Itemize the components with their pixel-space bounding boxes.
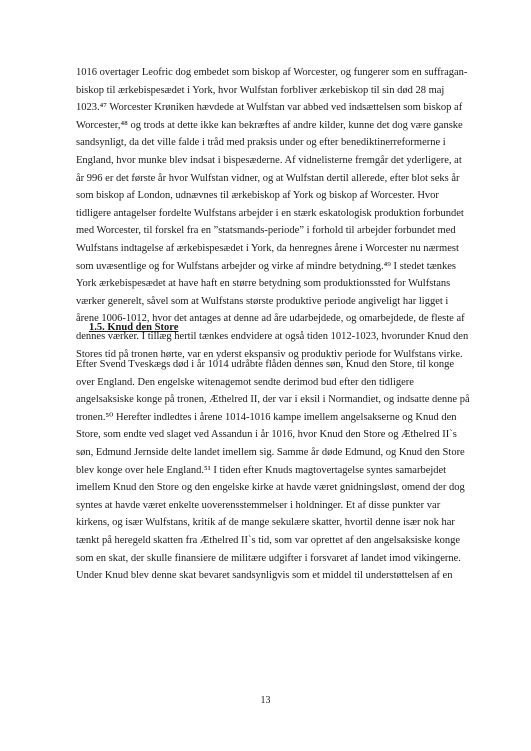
- text-line: værker generelt, såvel som at Wulfstans største produktive periode angiveligt har ligget i: [76, 295, 449, 307]
- text-line: Under Knud blev denne skat bevaret sandsynligvis som et middel til understøttelsen af en: [76, 570, 453, 582]
- text-line: kirkens, og især Wulfstans, kritik af de mange sekulære skatter, hvortil denne især nok har: [76, 517, 455, 529]
- text-line: tidligere antagelser fordelte Wulfstans arbejder i en stærk eskatologisk produktion forbundet: [76, 207, 464, 219]
- paragraph-knud-den-store: [76, 356, 470, 585]
- text-line: søn, Edmund Jernside delte landet imellem sig. Samme år døde Edmund, og Knud den Store: [76, 446, 465, 458]
- text-line: York ærkebispesædet at have haft en større betydning som produktionssted for Wulfstans: [76, 278, 451, 290]
- text-line: tænkt på heregeld skatten fra Æthelred II`s tid, som var oprettet af den angelsaksiske konge: [76, 534, 461, 546]
- page-number: 13: [260, 695, 271, 706]
- text-line: som uvæsentlige og for Wulfstans arbejder og virke af mindre betydning.⁴⁹ I stedet tænkes: [76, 260, 456, 272]
- text-line: England, hvor munke blev indsat i bispesæderne. Af vidnelisterne fremgår det yderligere, at: [76, 154, 462, 166]
- text-line: syntes at havde været enkelte uoverensstemmelser i holdninger. Et af disse punkter var: [76, 499, 441, 511]
- text-line: blev konge over hele England.⁵¹ I tiden efter Knuds magtovertagelse syntes samarbejdet: [76, 464, 447, 476]
- text-line: Worcester,⁴⁸ og trods at dette ikke kan bekræftes af andre kilder, kunne det dog være ganske: [76, 119, 463, 131]
- text-line: som biskop af London, udnævnes til ærkebiskop af York og biskop af Worcester. Hvor: [76, 190, 439, 202]
- text-line: som en skat, der skulle finansiere de militære udgifter i forsvaret af landet imod vikingerne.: [76, 552, 461, 564]
- text-line: dennes værker. I tillæg hertil tænkes endvidere at også tiden 1012-1023, hvorunder Knud den: [76, 330, 469, 342]
- text-line: med Worcester, til forskel fra en ”statsmands-periode” i forhold til arbejder forbundet med: [76, 225, 456, 237]
- text-line: Stores tid på tronen hørte, var en yderst ekspansiv og produktiv periode for Wulfstans virke.: [76, 348, 463, 360]
- text-line: Store, som endte ved slaget ved Assandun i år 1016, hvor Knud den Store og Æthelred II`s: [76, 429, 457, 441]
- text-line: over England. Den engelske witenagemot sendte derimod bud efter den tidligere: [76, 376, 414, 388]
- text-line: år 996 er det første år hvor Wulfstan vidner, og at Wulfstan dertil allerede, efter blot seks år: [76, 172, 460, 184]
- text-line: imellem Knud den Store og den engelske kirke at havde været gnidningsløst, omend der dog: [76, 482, 465, 494]
- text-line: biskop til ærkebispesædet i York, hvor Wulfstan forbliver ærkebiskop til sin død 28 maj: [76, 84, 445, 96]
- text-line: angelsaksiske konge på tronen, Æthelred II, der var i eksil i Normandiet, og indsatte denne på: [76, 394, 470, 406]
- paragraph-wulfstan-worcester: [76, 64, 469, 363]
- text-line: sandsynligt, da det ville falde i tråd med praksis under og efter benediktinerreformerne i: [76, 137, 446, 149]
- text-line: årene 1006-1012, hvor det antages at denne ad åre udarbejdede, og omarbejdede, de fleste af: [76, 313, 465, 325]
- text-line: tronen.⁵⁰ Herefter indledtes i årene 1014-1016 kampe imellem angelsakserne og Knud den: [76, 411, 457, 423]
- text-line: Wulfstans indtagelse af ærkebispesædet i York, da henregnes årene i Worcester nu nærmest: [76, 242, 459, 254]
- text-line: 1023.⁴⁷ Worcester Krøniken hævdede at Wulfstan var abbed ved indsættelsen som biskop af: [76, 102, 463, 114]
- section-heading: 1.5. Knud den Store: [89, 322, 179, 333]
- text-line: Efter Svend Tveskægs død i år 1014 udråbte flåden dennes søn, Knud den Store, til konge: [76, 359, 455, 370]
- text-line: 1016 overtager Leofric dog embedet som biskop af Worcester, og fungerer som en suffragan-: [76, 67, 468, 78]
